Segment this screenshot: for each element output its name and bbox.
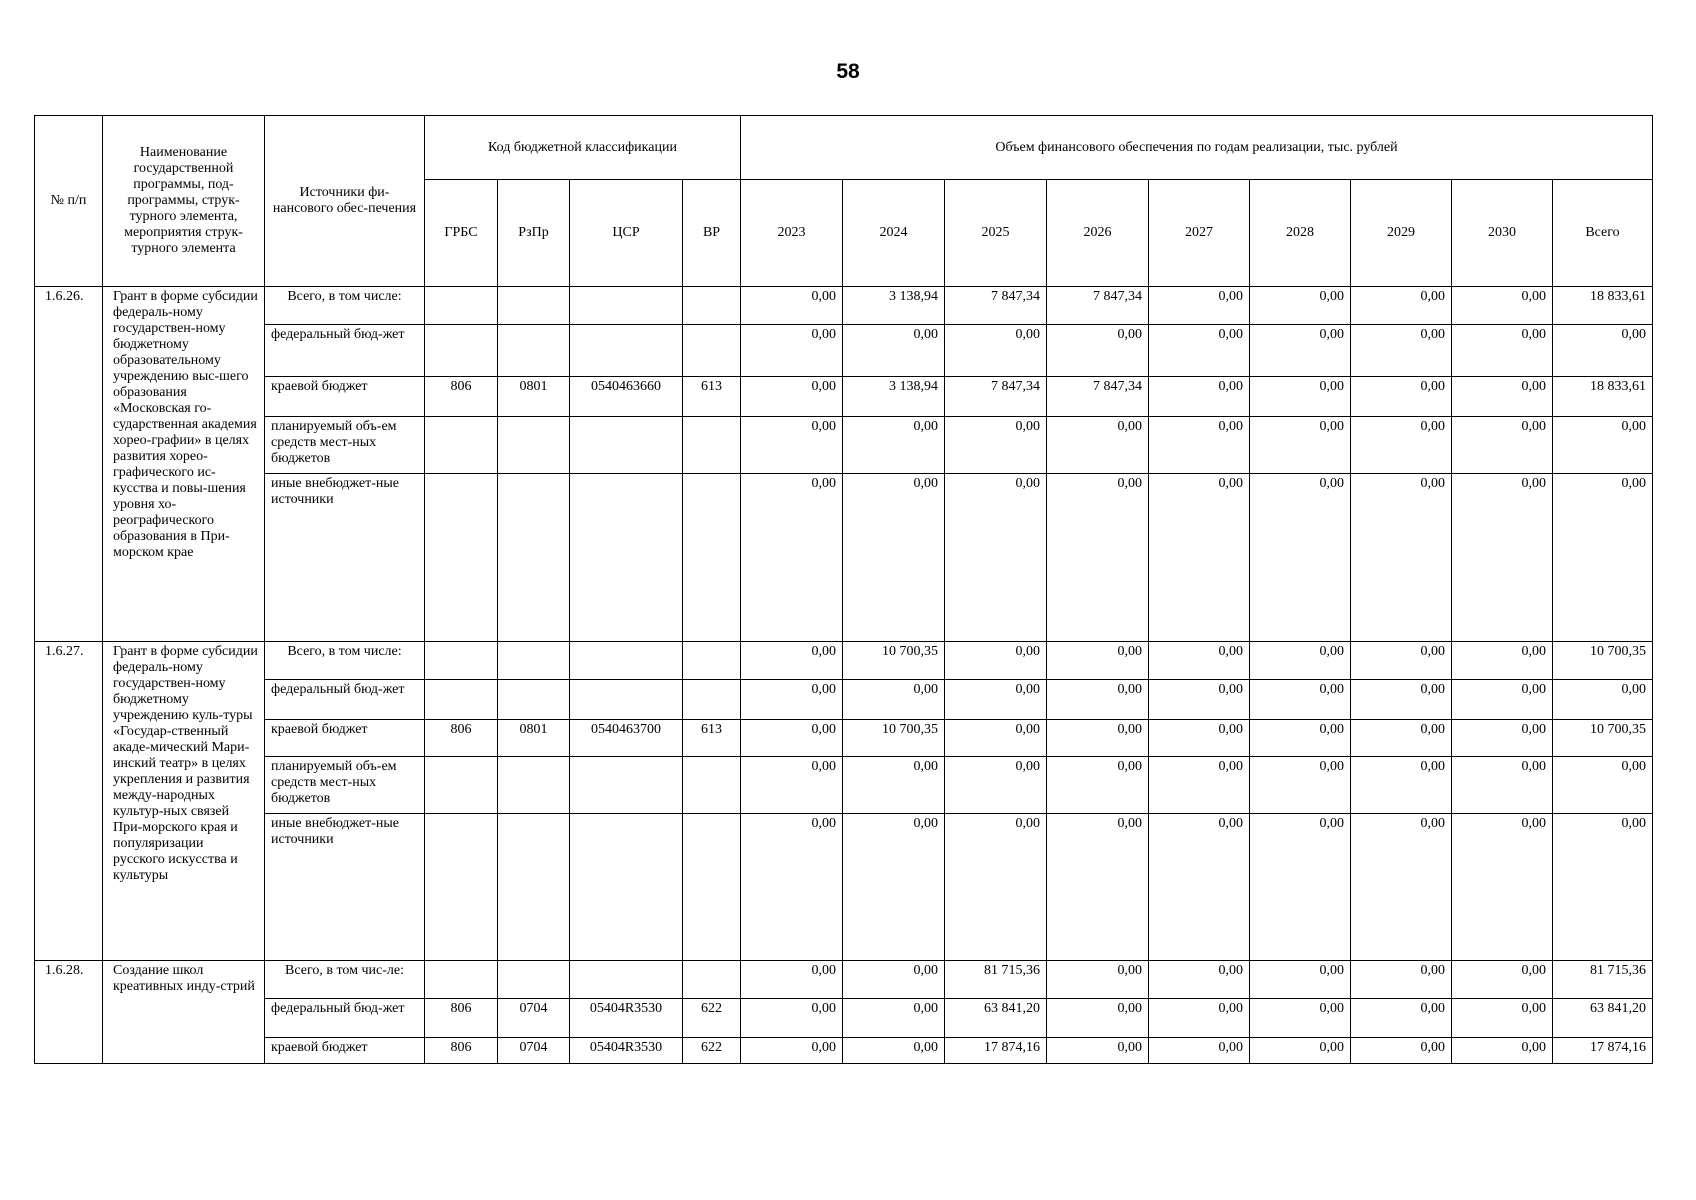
header-vr: ВР [683, 180, 741, 287]
budget-table [34, 115, 1653, 1064]
value-year: 0,00 [1351, 757, 1452, 814]
value-year: 0,00 [1149, 814, 1250, 961]
value-year: 0,00 [843, 757, 945, 814]
header-source: Источники фи-нансового обес-печения [265, 116, 425, 287]
value-year: 0,00 [1351, 377, 1452, 417]
value-year: 0,00 [945, 720, 1047, 757]
value-year: 10 700,35 [843, 642, 945, 680]
kbk-vr [683, 474, 741, 642]
value-total: 0,00 [1553, 474, 1653, 642]
value-year: 81 715,36 [945, 961, 1047, 999]
kbk-rzpr: 0801 [498, 377, 570, 417]
kbk-grbs [425, 680, 498, 720]
kbk-rzpr [498, 814, 570, 961]
value-total: 81 715,36 [1553, 961, 1653, 999]
value-year: 0,00 [1149, 287, 1250, 325]
value-year: 0,00 [1047, 474, 1149, 642]
value-year: 0,00 [1250, 474, 1351, 642]
kbk-grbs [425, 417, 498, 474]
header-year-2028: 2028 [1250, 180, 1351, 287]
value-total: 10 700,35 [1553, 642, 1653, 680]
kbk-vr: 613 [683, 720, 741, 757]
kbk-rzpr [498, 287, 570, 325]
value-year: 0,00 [1250, 999, 1351, 1038]
kbk-rzpr [498, 417, 570, 474]
table-row [35, 377, 1653, 417]
value-year: 0,00 [1047, 1038, 1149, 1064]
value-year: 0,00 [1351, 642, 1452, 680]
funding-source: краевой бюджет [265, 377, 425, 417]
funding-source: краевой бюджет [265, 1038, 425, 1064]
value-year: 0,00 [843, 814, 945, 961]
value-year: 0,00 [1250, 377, 1351, 417]
kbk-vr [683, 642, 741, 680]
table-row [35, 1038, 1653, 1064]
value-year: 0,00 [1149, 757, 1250, 814]
value-year: 0,00 [1452, 814, 1553, 961]
value-year: 0,00 [843, 999, 945, 1038]
value-year: 0,00 [1452, 642, 1553, 680]
kbk-vr: 613 [683, 377, 741, 417]
kbk-vr [683, 814, 741, 961]
kbk-rzpr: 0801 [498, 720, 570, 757]
kbk-csr [570, 814, 683, 961]
table-row [35, 757, 1653, 814]
value-year: 0,00 [843, 474, 945, 642]
item-number: 1.6.27. [35, 642, 103, 961]
value-year: 0,00 [741, 417, 843, 474]
funding-source: иные внебюджет-ные источники [265, 814, 425, 961]
value-year: 0,00 [1149, 1038, 1250, 1064]
funding-source: Всего, в том числе: [265, 287, 425, 325]
value-year: 0,00 [1149, 961, 1250, 999]
kbk-csr [570, 642, 683, 680]
funding-source: Всего, в том числе: [265, 642, 425, 680]
value-total: 18 833,61 [1553, 287, 1653, 325]
kbk-csr [570, 474, 683, 642]
value-year: 0,00 [1452, 417, 1553, 474]
value-year: 0,00 [1250, 720, 1351, 757]
value-total: 0,00 [1553, 680, 1653, 720]
value-year: 0,00 [741, 720, 843, 757]
header-year-2024: 2024 [843, 180, 945, 287]
kbk-rzpr: 0704 [498, 1038, 570, 1064]
value-year: 0,00 [1047, 642, 1149, 680]
kbk-csr [570, 325, 683, 377]
header-grbs: ГРБС [425, 180, 498, 287]
funding-source: федеральный бюд-жет [265, 325, 425, 377]
value-year: 7 847,34 [1047, 287, 1149, 325]
value-year: 0,00 [1351, 417, 1452, 474]
value-total: 10 700,35 [1553, 720, 1653, 757]
header-total: Всего [1553, 180, 1653, 287]
header-kbk-group: Код бюджетной классификации [425, 116, 741, 180]
value-year: 7 847,34 [945, 287, 1047, 325]
value-year: 0,00 [741, 642, 843, 680]
value-year: 0,00 [741, 680, 843, 720]
value-year: 0,00 [1250, 814, 1351, 961]
value-year: 0,00 [1351, 474, 1452, 642]
value-year: 0,00 [1351, 1038, 1452, 1064]
kbk-grbs [425, 961, 498, 999]
value-year: 0,00 [945, 642, 1047, 680]
value-year: 0,00 [1149, 474, 1250, 642]
value-year: 0,00 [741, 474, 843, 642]
value-year: 0,00 [1452, 961, 1553, 999]
value-total: 17 874,16 [1553, 1038, 1653, 1064]
value-year: 0,00 [945, 474, 1047, 642]
kbk-rzpr [498, 325, 570, 377]
value-year: 0,00 [1452, 999, 1553, 1038]
kbk-grbs: 806 [425, 1038, 498, 1064]
value-year: 0,00 [1047, 720, 1149, 757]
kbk-grbs [425, 642, 498, 680]
value-year: 0,00 [741, 287, 843, 325]
value-year: 0,00 [1351, 287, 1452, 325]
kbk-csr [570, 961, 683, 999]
kbk-vr [683, 757, 741, 814]
value-year: 0,00 [1149, 325, 1250, 377]
value-year: 0,00 [1047, 680, 1149, 720]
value-year: 0,00 [1452, 287, 1553, 325]
table-row [35, 325, 1653, 377]
kbk-vr: 622 [683, 1038, 741, 1064]
value-year: 0,00 [1452, 474, 1553, 642]
page-number: 58 [836, 60, 860, 83]
funding-source: иные внебюджет-ные источники [265, 474, 425, 642]
value-year: 0,00 [1250, 757, 1351, 814]
kbk-rzpr [498, 757, 570, 814]
value-year: 3 138,94 [843, 287, 945, 325]
value-year: 0,00 [1351, 325, 1452, 377]
value-year: 0,00 [1250, 961, 1351, 999]
value-year: 0,00 [1250, 417, 1351, 474]
value-year: 0,00 [945, 417, 1047, 474]
value-year: 0,00 [843, 325, 945, 377]
value-total: 0,00 [1553, 757, 1653, 814]
header-name: Наименование государственной программы, под-программы, струк-турного элемента, мероприятия струк-турного элемента [103, 116, 265, 287]
kbk-rzpr [498, 474, 570, 642]
header-year-2026: 2026 [1047, 180, 1149, 287]
kbk-vr [683, 287, 741, 325]
table-row [35, 961, 1653, 999]
table-row [35, 417, 1653, 474]
value-year: 10 700,35 [843, 720, 945, 757]
value-year: 0,00 [1250, 287, 1351, 325]
header-year-2029: 2029 [1351, 180, 1452, 287]
kbk-grbs [425, 325, 498, 377]
value-year: 0,00 [1452, 757, 1553, 814]
funding-source: планируемый объ-ем средств мест-ных бюджетов [265, 417, 425, 474]
value-year: 0,00 [1250, 642, 1351, 680]
header-rzpr: РзПр [498, 180, 570, 287]
value-year: 0,00 [1047, 325, 1149, 377]
kbk-grbs: 806 [425, 377, 498, 417]
table-row [35, 642, 1653, 680]
kbk-vr [683, 680, 741, 720]
header-num: № п/п [35, 116, 103, 287]
value-year: 0,00 [1452, 680, 1553, 720]
value-total: 0,00 [1553, 417, 1653, 474]
value-year: 0,00 [1351, 720, 1452, 757]
table-body [35, 287, 1653, 1064]
item-number: 1.6.28. [35, 961, 103, 1064]
kbk-vr [683, 325, 741, 377]
value-year: 0,00 [741, 999, 843, 1038]
header-csr: ЦСР [570, 180, 683, 287]
kbk-grbs [425, 814, 498, 961]
kbk-vr [683, 417, 741, 474]
table-row [35, 814, 1653, 961]
value-year: 0,00 [1047, 757, 1149, 814]
kbk-csr: 05404R3530 [570, 1038, 683, 1064]
value-year: 7 847,34 [945, 377, 1047, 417]
kbk-grbs: 806 [425, 999, 498, 1038]
value-year: 0,00 [741, 814, 843, 961]
kbk-csr [570, 417, 683, 474]
value-year: 0,00 [1351, 999, 1452, 1038]
item-name: Создание школ креативных инду-стрий [103, 961, 265, 1064]
value-year: 0,00 [1351, 961, 1452, 999]
value-year: 0,00 [1250, 680, 1351, 720]
item-name: Грант в форме субсидии федераль-ному государствен-ному бюджетному учреждению куль-туры «Государ-ственный акаде-мический Мари-инский театр» в целях укрепления и развития между-народных культур-ных связей При-морского края и популяризации русского искусства и культуры [103, 642, 265, 961]
value-year: 0,00 [945, 325, 1047, 377]
header-year-2030: 2030 [1452, 180, 1553, 287]
value-year: 0,00 [1250, 325, 1351, 377]
kbk-rzpr [498, 961, 570, 999]
header-year-2027: 2027 [1149, 180, 1250, 287]
value-year: 0,00 [945, 757, 1047, 814]
value-total: 0,00 [1553, 814, 1653, 961]
value-year: 0,00 [1149, 377, 1250, 417]
header-year-2023: 2023 [741, 180, 843, 287]
value-year: 0,00 [1047, 999, 1149, 1038]
funding-source: Всего, в том чис-ле: [265, 961, 425, 999]
item-name: Грант в форме субсидии федераль-ному государствен-ному бюджетному образовательному учреждению выс-шего образования «Московская го-сударственная академия хорео-графии» в целях развития хорео-графического ис-кусства и повы-шения уровня хо-реографического образования в При-морском крае [103, 287, 265, 642]
value-year: 0,00 [1047, 417, 1149, 474]
item-number: 1.6.26. [35, 287, 103, 642]
value-year: 0,00 [1452, 1038, 1553, 1064]
value-year: 0,00 [741, 325, 843, 377]
value-year: 63 841,20 [945, 999, 1047, 1038]
header-year-2025: 2025 [945, 180, 1047, 287]
table-row [35, 287, 1653, 325]
value-year: 0,00 [741, 377, 843, 417]
value-year: 7 847,34 [1047, 377, 1149, 417]
kbk-grbs [425, 287, 498, 325]
kbk-grbs: 806 [425, 720, 498, 757]
value-year: 0,00 [1452, 720, 1553, 757]
kbk-rzpr [498, 642, 570, 680]
value-year: 0,00 [1452, 325, 1553, 377]
table-row [35, 474, 1653, 642]
kbk-csr: 05404R3530 [570, 999, 683, 1038]
value-year: 0,00 [945, 680, 1047, 720]
value-year: 0,00 [843, 680, 945, 720]
header-volume-group: Объем финансового обеспечения по годам реализации, тыс. рублей [741, 116, 1653, 180]
value-year: 0,00 [843, 1038, 945, 1064]
value-year: 0,00 [1149, 720, 1250, 757]
funding-source: краевой бюджет [265, 720, 425, 757]
kbk-rzpr: 0704 [498, 999, 570, 1038]
value-year: 0,00 [843, 417, 945, 474]
kbk-csr: 0540463660 [570, 377, 683, 417]
value-year: 0,00 [1047, 961, 1149, 999]
value-year: 0,00 [741, 961, 843, 999]
funding-source: планируемый объ-ем средств мест-ных бюджетов [265, 757, 425, 814]
value-year: 0,00 [1149, 999, 1250, 1038]
value-year: 0,00 [945, 814, 1047, 961]
kbk-csr: 0540463700 [570, 720, 683, 757]
kbk-csr [570, 757, 683, 814]
value-year: 0,00 [1452, 377, 1553, 417]
value-total: 63 841,20 [1553, 999, 1653, 1038]
value-year: 3 138,94 [843, 377, 945, 417]
value-total: 18 833,61 [1553, 377, 1653, 417]
funding-source: федеральный бюд-жет [265, 999, 425, 1038]
value-year: 0,00 [1047, 814, 1149, 961]
table-row [35, 680, 1653, 720]
value-year: 0,00 [1351, 814, 1452, 961]
value-year: 0,00 [1149, 642, 1250, 680]
value-year: 0,00 [1250, 1038, 1351, 1064]
value-total: 0,00 [1553, 325, 1653, 377]
kbk-csr [570, 287, 683, 325]
value-year: 0,00 [1149, 680, 1250, 720]
value-year: 0,00 [1149, 417, 1250, 474]
value-year: 0,00 [741, 1038, 843, 1064]
kbk-grbs [425, 474, 498, 642]
kbk-vr: 622 [683, 999, 741, 1038]
table-row [35, 720, 1653, 757]
kbk-vr [683, 961, 741, 999]
kbk-rzpr [498, 680, 570, 720]
table-row [35, 999, 1653, 1038]
value-year: 0,00 [843, 961, 945, 999]
value-year: 0,00 [741, 757, 843, 814]
funding-source: федеральный бюд-жет [265, 680, 425, 720]
kbk-csr [570, 680, 683, 720]
value-year: 0,00 [1351, 680, 1452, 720]
value-year: 17 874,16 [945, 1038, 1047, 1064]
kbk-grbs [425, 757, 498, 814]
